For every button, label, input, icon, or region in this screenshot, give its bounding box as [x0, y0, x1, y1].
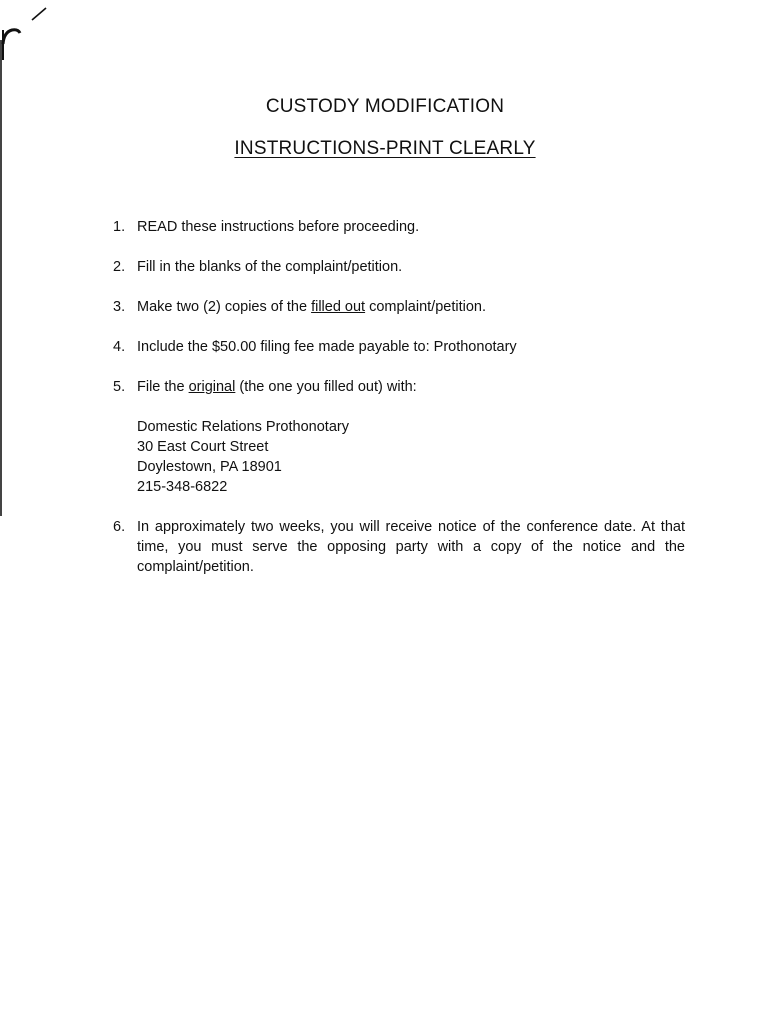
instruction-item-1 [113, 217, 685, 237]
office-address [137, 417, 685, 497]
scan-corner-mark [0, 0, 60, 60]
instruction-text: Fill in the blanks of the complaint/petition. [137, 259, 403, 275]
instruction-text-before: File the [137, 379, 189, 395]
instruction-number: 1. [113, 219, 126, 235]
document-title: CUSTODY MODIFICATION [265, 96, 505, 117]
address-office-name: Domestic Relations Prothonotary [137, 419, 349, 435]
address-phone: 215-348-6822 [137, 479, 228, 495]
document-subtitle-text: INSTRUCTIONS-PRINT CLEARLY [234, 138, 536, 159]
instruction-text-after: complaint/petition. [365, 299, 486, 315]
instruction-number: 4. [113, 339, 126, 355]
instruction-text [137, 299, 486, 315]
address-city: Doylestown, PA 18901 [137, 459, 282, 475]
instruction-number: 6. [113, 519, 126, 535]
instruction-text: Include the $50.00 filing fee made payable to: Prothonotary [137, 339, 517, 355]
instruction-underlined-text: original [188, 379, 236, 395]
instruction-text [137, 379, 417, 395]
instruction-item-6 [113, 517, 685, 577]
instruction-text-after: (the one you filled out) with: [235, 379, 417, 395]
document-subtitle [0, 138, 770, 160]
instruction-underlined-text: filled out [311, 299, 366, 315]
instruction-item-3 [113, 297, 685, 317]
instruction-number: 3. [113, 299, 126, 315]
address-street: 30 East Court Street [137, 439, 269, 455]
instruction-item-2 [113, 257, 685, 277]
instruction-number: 2. [113, 259, 126, 275]
instructions-list [113, 217, 685, 577]
instruction-text-before: Make two (2) copies of the [137, 299, 312, 315]
instruction-text: In approximately two weeks, you will receive notice of the conference date. At that time, you must serve the opposing party with a copy of the notice and the complaint/petition. [137, 519, 685, 575]
instruction-item-5 [113, 377, 685, 497]
instruction-text: READ these instructions before proceeding. [137, 219, 420, 235]
instruction-item-4 [113, 337, 685, 357]
instruction-number: 5. [113, 379, 126, 395]
